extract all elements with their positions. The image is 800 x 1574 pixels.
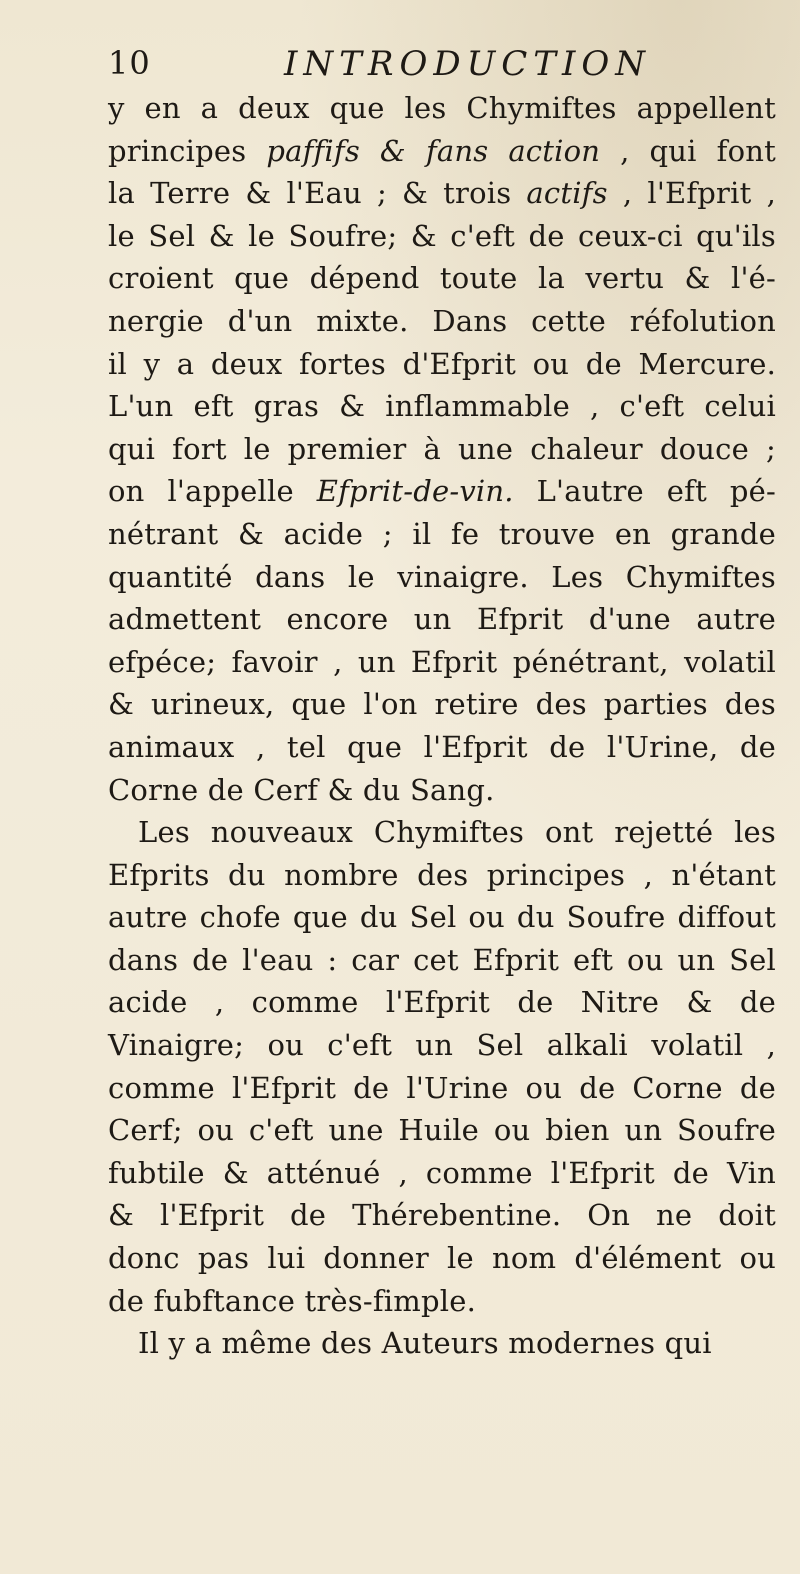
text-line: Cerf; ou c'eft une Huile ou bien un Soufre [108,1113,776,1148]
text-line: & urineux, que l'on retire des parties des [108,687,776,722]
text-line: nétrant & acide ; il fe trouve en grande [108,516,776,551]
text-line: animaux , tel que l'Efprit de l'Urine, de [108,729,776,764]
text-line: nergie d'un mixte. Dans cette réfolution [108,303,776,338]
text-line: comme l'Efprit de l'Urine ou de Corne de [108,1070,776,1105]
text-line: Les nouveaux Chymiftes ont rejetté les [138,815,776,850]
page-number: 10 [108,44,151,82]
text-line: Corne de Cerf & du Sang. [108,772,495,807]
text-line: fubtile & atténué , comme l'Efprit de Vin [108,1155,776,1190]
text-line: autre chofe que du Sel ou du Soufre diffout [108,900,776,935]
text-line: efpéce; favoir , un Efprit pénétrant, volatil [108,644,776,679]
text-line: L'un eft gras & inflammable , c'eft celui [108,389,776,424]
text-line: admettent encore un Efprit d'une autre [108,602,776,637]
text-line: Il y a même des Auteurs modernes qui [138,1326,712,1361]
text-line: on l'appelle Efprit-de-vin. L'autre eft pé- [108,474,776,509]
text-line: donc pas lui donner le nom d'élément ou [108,1241,776,1276]
text-line: croient que dépend toute la vertu & l'é- [108,261,776,296]
italic-phrase: Efprit-de-vin. [316,474,514,509]
text-line: & l'Efprit de Thérebentine. On ne doit [108,1198,776,1233]
italic-phrase: paffifs & fans action [266,133,601,168]
text-line: Efprits du nombre des principes , n'étant [108,857,776,892]
text-line: dans de l'eau : car cet Efprit eft ou un Sel [108,942,776,977]
text-line: qui fort le premier à une chaleur douce ; [108,431,776,466]
text-line: le Sel & le Soufre; & c'eft de ceux-ci qu'ils [108,218,776,253]
text-line: de fubftance très-fimple. [108,1283,476,1318]
text-line: la Terre & l'Eau ; & trois actifs , l'Efprit , [108,176,776,211]
text-line: Vinaigre; ou c'eft un Sel alkali volatil , [108,1028,776,1063]
italic-phrase: actifs [526,176,608,211]
text-line: il y a deux fortes d'Efprit ou de Mercure. [108,346,776,381]
text-line: acide , comme l'Efprit de Nitre & de [108,985,776,1020]
text-line: quantité dans le vinaigre. Les Chymiftes [108,559,776,594]
body-text [108,87,776,1365]
text-line: principes paffifs & fans action , qui font [108,133,776,168]
running-title: INTRODUCTION [284,44,651,84]
text-line: y en a deux que les Chymiftes appellent [108,91,776,125]
